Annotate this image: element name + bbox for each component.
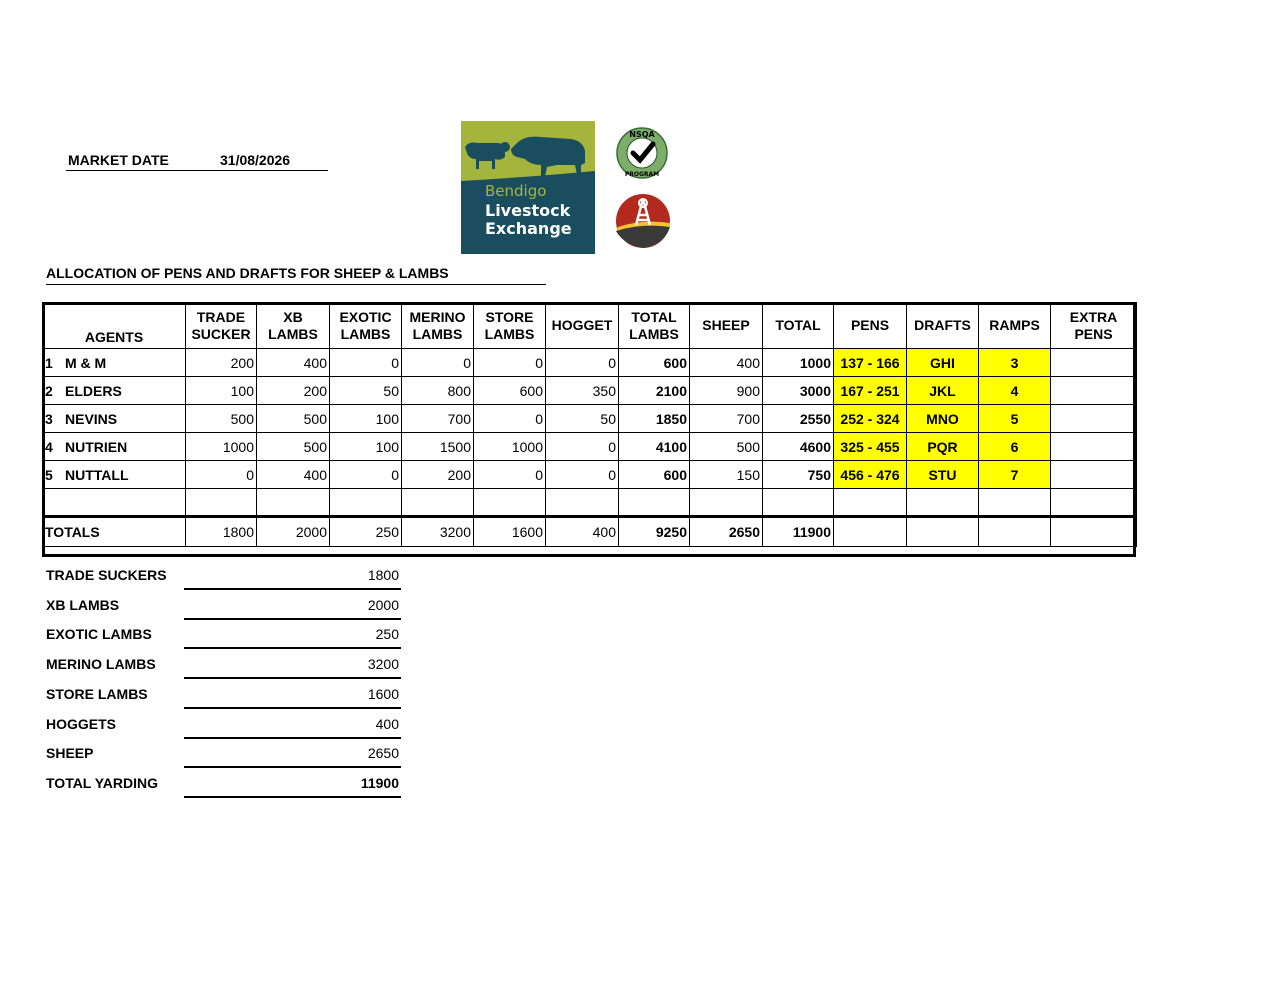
cell-exotic: 50 bbox=[330, 377, 402, 405]
summary-label: STORE LAMBS bbox=[46, 685, 148, 702]
cell-exotic: 100 bbox=[330, 433, 402, 461]
cell-merino: 200 bbox=[402, 461, 474, 489]
logo-line1: Bendigo bbox=[485, 182, 547, 200]
cell-drafts: JKL bbox=[907, 377, 979, 405]
table-header-row bbox=[43, 303, 1137, 349]
col-ramps: RAMPS bbox=[979, 303, 1051, 349]
cell-trade: 1000 bbox=[186, 433, 257, 461]
table-row bbox=[43, 433, 1137, 461]
col-store-lambs: STORE LAMBS bbox=[474, 303, 546, 349]
total-exotic: 250 bbox=[330, 517, 402, 547]
summary-label: SHEEP bbox=[46, 745, 94, 762]
summary-row bbox=[46, 649, 401, 679]
cell-xb: 400 bbox=[257, 349, 330, 377]
agent-name: ELDERS bbox=[65, 382, 122, 399]
agent-cell bbox=[43, 377, 186, 405]
col-pens: PENS bbox=[834, 303, 907, 349]
cell-drafts: GHI bbox=[907, 349, 979, 377]
cell-store: 600 bbox=[474, 377, 546, 405]
total-xb: 2000 bbox=[257, 517, 330, 547]
totals-label: TOTALS bbox=[43, 517, 186, 547]
cell-trade: 100 bbox=[186, 377, 257, 405]
cell-drafts: MNO bbox=[907, 405, 979, 433]
market-date bbox=[66, 150, 328, 171]
cell-sheep: 400 bbox=[690, 349, 763, 377]
cell-total-lambs: 600 bbox=[619, 461, 690, 489]
summary-value: 11900 bbox=[360, 774, 399, 791]
cell-xb: 500 bbox=[257, 433, 330, 461]
cell-total: 3000 bbox=[763, 377, 834, 405]
cell-total: 4600 bbox=[763, 433, 834, 461]
total-sheep: 2650 bbox=[690, 517, 763, 547]
cell-ramps: 3 bbox=[979, 349, 1051, 377]
col-merino-lambs: MERINO LAMBS bbox=[402, 303, 474, 349]
summary-row bbox=[46, 738, 401, 768]
nsqa-top-text: NSQA bbox=[629, 130, 655, 139]
allocation-title-text: ALLOCATION OF PENS AND DRAFTS FOR SHEEP & LAMBS bbox=[46, 265, 449, 281]
cell-merino: 1500 bbox=[402, 433, 474, 461]
agent-cell bbox=[43, 405, 186, 433]
cell-merino: 700 bbox=[402, 405, 474, 433]
summary-value: 2650 bbox=[367, 745, 399, 762]
summary-row bbox=[46, 590, 401, 620]
cell-hogget: 0 bbox=[546, 461, 619, 489]
bendigo-livestock-exchange-logo bbox=[461, 121, 595, 254]
cell-trade: 500 bbox=[186, 405, 257, 433]
summary-value: 1800 bbox=[367, 567, 399, 583]
cell-xb: 200 bbox=[257, 377, 330, 405]
allocation-table bbox=[42, 302, 1137, 547]
cell-sheep: 500 bbox=[690, 433, 763, 461]
summary-row bbox=[46, 560, 401, 590]
nsqa-bottom-text: PROGRAM bbox=[624, 171, 660, 178]
agent-name: M & M bbox=[65, 354, 107, 371]
table-row bbox=[43, 349, 1137, 377]
cell-xb: 500 bbox=[257, 405, 330, 433]
logo-line2: Livestock bbox=[485, 201, 571, 220]
total-hogget: 400 bbox=[546, 517, 619, 547]
col-total-lambs: TOTAL LAMBS bbox=[619, 303, 690, 349]
cell-drafts: STU bbox=[907, 461, 979, 489]
summary-label: TOTAL YARDING bbox=[46, 774, 159, 791]
summary-row bbox=[46, 679, 401, 709]
col-trade-sucker: TRADE SUCKER bbox=[186, 303, 257, 349]
logo-line3: Exchange bbox=[485, 219, 572, 238]
cell-total: 2550 bbox=[763, 405, 834, 433]
total-store: 1600 bbox=[474, 517, 546, 547]
summary-label: TRADE SUCKERS bbox=[46, 567, 167, 583]
cell-exotic: 100 bbox=[330, 405, 402, 433]
market-date-value: 31/08/2026 bbox=[220, 152, 291, 168]
summary-label: XB LAMBS bbox=[46, 596, 120, 613]
cell-exotic: 0 bbox=[330, 461, 402, 489]
summary-value: 3200 bbox=[367, 656, 399, 673]
total-merino: 3200 bbox=[402, 517, 474, 547]
cell-store: 0 bbox=[474, 405, 546, 433]
summary-label: MERINO LAMBS bbox=[46, 656, 156, 673]
cell-ramps: 5 bbox=[979, 405, 1051, 433]
cell-pens: 167 - 251 bbox=[834, 377, 907, 405]
summary-value: 250 bbox=[375, 626, 399, 643]
agent-number: 4 bbox=[45, 438, 53, 455]
cell-sheep: 150 bbox=[690, 461, 763, 489]
cell-total-lambs: 600 bbox=[619, 349, 690, 377]
table-row bbox=[43, 405, 1137, 433]
cell-extra bbox=[1051, 349, 1137, 377]
cell-hogget: 50 bbox=[546, 405, 619, 433]
summary-label: EXOTIC LAMBS bbox=[46, 626, 152, 643]
cell-exotic: 0 bbox=[330, 349, 402, 377]
cell-drafts: PQR bbox=[907, 433, 979, 461]
cell-sheep: 900 bbox=[690, 377, 763, 405]
cell-extra bbox=[1051, 433, 1137, 461]
cell-trade: 200 bbox=[186, 349, 257, 377]
cell-hogget: 350 bbox=[546, 377, 619, 405]
cell-store: 1000 bbox=[474, 433, 546, 461]
cell-total-lambs: 4100 bbox=[619, 433, 690, 461]
agent-name: NUTRIEN bbox=[65, 438, 128, 455]
col-hogget: HOGGET bbox=[546, 303, 619, 349]
total-trade: 1800 bbox=[186, 517, 257, 547]
summary-value: 400 bbox=[375, 715, 399, 732]
agent-cell bbox=[43, 349, 186, 377]
col-drafts: DRAFTS bbox=[907, 303, 979, 349]
tower-badge-icon bbox=[612, 193, 674, 248]
summary-label: HOGGETS bbox=[46, 715, 117, 732]
agent-number: 2 bbox=[45, 382, 53, 399]
agent-cell bbox=[43, 461, 186, 489]
allocation-title bbox=[46, 264, 546, 285]
agent-number: 1 bbox=[45, 354, 53, 371]
col-sheep: SHEEP bbox=[690, 303, 763, 349]
summary-row bbox=[46, 709, 401, 739]
cell-extra bbox=[1051, 377, 1137, 405]
cell-extra bbox=[1051, 461, 1137, 489]
cell-ramps: 7 bbox=[979, 461, 1051, 489]
cell-total: 750 bbox=[763, 461, 834, 489]
cell-pens: 137 - 166 bbox=[834, 349, 907, 377]
cell-hogget: 0 bbox=[546, 433, 619, 461]
table-row-empty bbox=[43, 489, 1137, 517]
cell-trade: 0 bbox=[186, 461, 257, 489]
summary-row bbox=[46, 619, 401, 649]
cell-merino: 0 bbox=[402, 349, 474, 377]
cell-total-lambs: 2100 bbox=[619, 377, 690, 405]
market-date-label: MARKET DATE bbox=[68, 152, 169, 168]
cell-extra bbox=[1051, 405, 1137, 433]
cell-total: 1000 bbox=[763, 349, 834, 377]
table-row bbox=[43, 377, 1137, 405]
col-total: TOTAL bbox=[763, 303, 834, 349]
summary-value: 2000 bbox=[367, 596, 399, 613]
total-total-lambs: 9250 bbox=[619, 517, 690, 547]
cell-ramps: 6 bbox=[979, 433, 1051, 461]
cell-store: 0 bbox=[474, 461, 546, 489]
cell-store: 0 bbox=[474, 349, 546, 377]
totals-row bbox=[43, 517, 1137, 547]
summary-underline bbox=[184, 796, 401, 798]
cell-hogget: 0 bbox=[546, 349, 619, 377]
col-extra-pens: EXTRA PENS bbox=[1051, 303, 1137, 349]
col-xb-lambs: XB LAMBS bbox=[257, 303, 330, 349]
agent-number: 5 bbox=[45, 466, 53, 483]
total-grand: 11900 bbox=[763, 517, 834, 547]
cell-ramps: 4 bbox=[979, 377, 1051, 405]
col-exotic-lambs: EXOTIC LAMBS bbox=[330, 303, 402, 349]
table-row bbox=[43, 461, 1137, 489]
cell-pens: 456 - 476 bbox=[834, 461, 907, 489]
nsqa-program-badge-icon bbox=[609, 127, 675, 179]
summary-row bbox=[46, 768, 401, 798]
cell-pens: 252 - 324 bbox=[834, 405, 907, 433]
cell-merino: 800 bbox=[402, 377, 474, 405]
agent-name: NUTTALL bbox=[65, 466, 129, 483]
agent-cell bbox=[43, 433, 186, 461]
cell-pens: 325 - 455 bbox=[834, 433, 907, 461]
summary-value: 1600 bbox=[367, 685, 399, 702]
agent-name: NEVINS bbox=[65, 410, 118, 427]
cell-sheep: 700 bbox=[690, 405, 763, 433]
agent-number: 3 bbox=[45, 410, 53, 427]
cell-xb: 400 bbox=[257, 461, 330, 489]
cell-total-lambs: 1850 bbox=[619, 405, 690, 433]
col-agents: AGENTS bbox=[43, 303, 186, 349]
